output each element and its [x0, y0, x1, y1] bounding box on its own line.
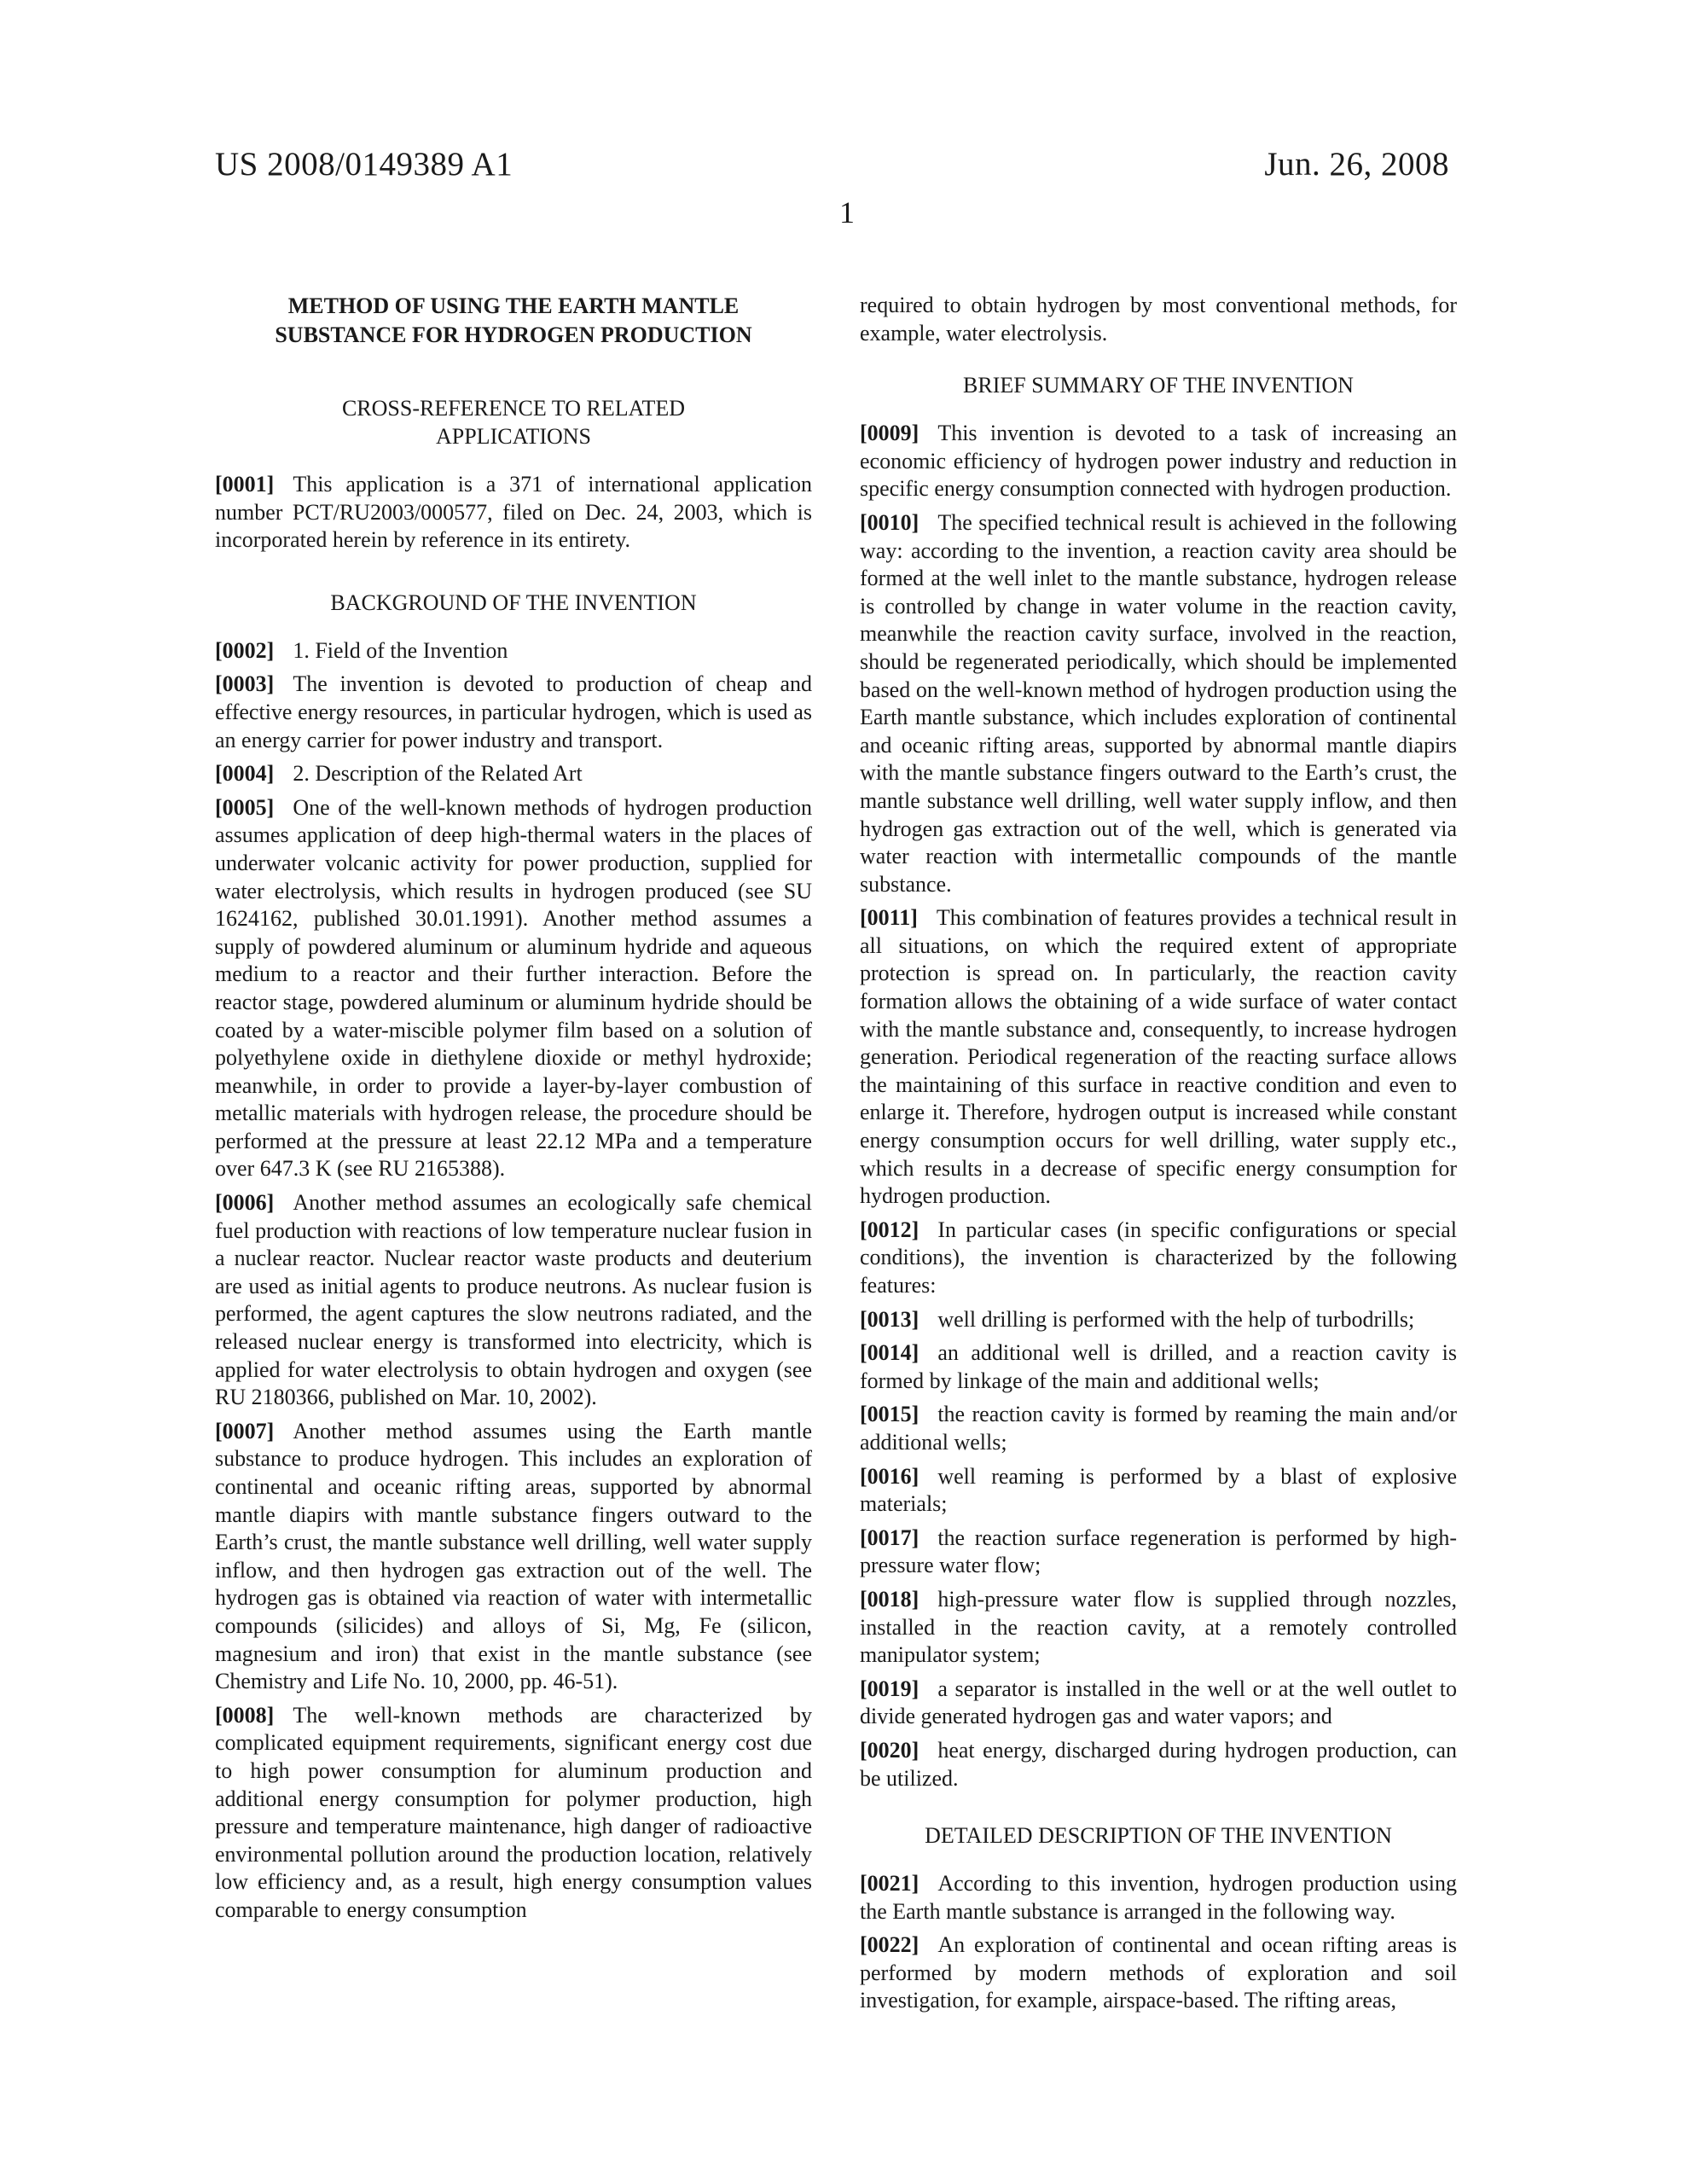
paragraph-text: heat energy, discharged during hydrogen production, can be utilized.	[860, 1737, 1457, 1791]
paragraph-0002	[215, 637, 812, 665]
right-column	[860, 292, 1457, 2021]
paragraph-text: This combination of features provides a technical result in all situations, on which the required extent of appropriate protection is spread on. In particularly, the reaction cavity formation allows the obtaining of a wide surface of water contact with the mantle substance and, consequently, to increase hydrogen generation. Periodical regeneration of the reacting surface allows the maintaining of this surface in reactive condition and even to enlarge it. Therefore, hydrogen output is increased while constant energy consumption occurs for well drilling, water supply etc., which results in a decrease of specific energy consumption for hydrogen production.	[860, 905, 1457, 1209]
paragraph-text: This invention is devoted to a task of increasing an economic efficiency of hydrogen power industry and reduction in specific energy consumption connected with hydrogen production.	[860, 421, 1457, 502]
page-number: 1	[839, 195, 855, 229]
paragraph-text: In particular cases (in specific configurations or special conditions), the invention is characterized by the following features:	[860, 1217, 1457, 1298]
section-heading-cross-reference: CROSS-REFERENCE TO RELATED APPLICATIONS	[341, 396, 686, 449]
paragraph-0009	[860, 420, 1457, 503]
paragraph-text: Another method assumes an ecologically safe chemical fuel production with reactions of low temperature nuclear fusion in a nuclear reactor. Nuclear reactor waste products and deuterium are used as initial agents to produce neutrons. As nuclear fusion is performed, the agent captures the slow neutrons radiated, and the released nuclear energy is transformed into electricity, which is applied for water electrolysis to obtain hydrogen and oxygen (see RU 2180366, published on Mar. 10, 2002).	[215, 1190, 812, 1410]
paragraph-number: [0002]	[215, 637, 275, 663]
paragraph-number: [0022]	[860, 1932, 920, 1958]
paragraph-text: the reaction surface regeneration is performed by high-pressure water flow;	[860, 1525, 1457, 1578]
paragraph-0012	[860, 1217, 1457, 1300]
section-heading-summary: BRIEF SUMMARY OF THE INVENTION	[963, 373, 1354, 398]
paragraph-number: [0015]	[860, 1402, 920, 1427]
paragraph-text: 1. Field of the Invention	[293, 637, 508, 663]
paragraph-0011	[860, 904, 1457, 1211]
paragraph-text: a separator is installed in the well or at the well outlet to divide generated hydrogen gas and water vapors; and	[860, 1676, 1457, 1729]
paragraph-number: [0003]	[215, 671, 275, 697]
paragraph-number: [0018]	[860, 1586, 920, 1612]
paragraph-text: According to this invention, hydrogen production using the Earth mantle substance is arranged in the following way.	[860, 1871, 1457, 1924]
paragraph-0022	[860, 1931, 1457, 2015]
paragraph-number: [0013]	[860, 1306, 920, 1332]
paragraph-0019	[860, 1676, 1457, 1731]
paragraph-0015	[860, 1401, 1457, 1456]
paragraph-number: [0008]	[215, 1702, 275, 1728]
paragraph-0013	[860, 1306, 1457, 1334]
paragraph-0016	[860, 1463, 1457, 1519]
paragraph-number: [0010]	[860, 509, 920, 535]
paragraph-number: [0019]	[860, 1676, 920, 1701]
paragraph-text: an additional well is drilled, and a reaction cavity is formed by linkage of the main and additional wells;	[860, 1340, 1457, 1393]
paragraph-text: The well-known methods are characterized by complicated equipment requirements, significant energy cost due to high power consumption for aluminum production and additional energy consumption for polymer production, high pressure and temperature maintenance, high danger of radioactive environmental pollution around the production location, relatively low efficiency and, as a result, high energy consumption values comparable to energy consumption	[215, 1702, 812, 1922]
paragraph-text: high-pressure water flow is supplied through nozzles, installed in the reaction cavity, at a remotely controlled manipulator system;	[860, 1586, 1457, 1668]
paragraph-text: the reaction cavity is formed by reaming the main and/or additional wells;	[860, 1402, 1457, 1455]
paragraph-number: [0020]	[860, 1737, 920, 1763]
paragraph-0008	[215, 1702, 812, 1925]
paragraph-text: An exploration of continental and ocean rifting areas is performed by modern methods of exploration and soil investigation, for example, airspace-based. The rifting areas,	[860, 1932, 1457, 2013]
paragraph-number: [0021]	[860, 1871, 920, 1896]
paragraph-text: One of the well-known methods of hydrogen production assumes application of deep high-thermal waters in the places of underwater volcanic activity for power production, supplied for water electrolysis, which results in hydrogen produced (see SU 1624162, published 30.01.1991). Another method assumes a supply of powdered aluminum or aluminum hydride and aqueous medium to a reactor and their further interaction. Before the reactor stage, powdered aluminum or aluminum hydride should be coated by a water-miscible polymer film based on a solution of polyethylene oxide in diethylene dioxide or methyl hydroxide; meanwhile, in order to provide a layer-by-layer combustion of metallic materials with hydrogen release, the procedure should be performed at the pressure at least 22.12 MPa and a temperature over 647.3 K (see RU 2165388).	[215, 794, 812, 1182]
paragraph-number: [0005]	[215, 794, 275, 820]
paragraph-number: [0006]	[215, 1190, 275, 1216]
paragraph-number: [0012]	[860, 1217, 920, 1242]
paragraph-text: This application is a 371 of international application number PCT/RU2003/000577, filed on Dec. 24, 2003, which is incorporated herein by reference in its entirety.	[215, 472, 812, 553]
paragraph-0001	[215, 471, 812, 555]
paragraph-number: [0001]	[215, 472, 275, 497]
paragraph-text: The invention is devoted to production of cheap and effective energy resources, in particular hydrogen, which is used as an energy carrier for power industry and transport.	[215, 671, 812, 752]
paragraph-0017	[860, 1525, 1457, 1580]
paragraph-text: 2. Description of the Related Art	[293, 761, 583, 787]
document-title: METHOD OF USING THE EARTH MANTLE SUBSTANCE FOR HYDROGEN PRODUCTION	[275, 293, 752, 347]
paragraph-text: well drilling is performed with the help of turbodrills;	[937, 1306, 1415, 1332]
paragraph-text: Another method assumes using the Earth mantle substance to produce hydrogen. This includes an exploration of continental and oceanic rifting areas, supported by abnormal mantle diapirs with mantle substance fingers outward to the Earth’s crust, the mantle substance well drilling, well water supply inflow, and then hydrogen gas extraction out of the well. The hydrogen gas is obtained via reaction of water with intermetallic compounds (silicides) and alloys of Si, Mg, Fe (silicon, magnesium and iron) that exist in the mantle substance (see Chemistry and Life No. 10, 2000, pp. 46-51).	[215, 1418, 812, 1694]
paragraph-0018	[860, 1586, 1457, 1670]
paragraph-number: [0009]	[860, 421, 920, 446]
paragraph-number: [0017]	[860, 1525, 920, 1550]
publication-number: US 2008/0149389 A1	[215, 146, 513, 183]
paragraph-0010	[860, 509, 1457, 898]
paragraph-0006	[215, 1189, 812, 1412]
paragraph-text: well reaming is performed by a blast of explosive materials;	[860, 1463, 1457, 1517]
continued-text: required to obtain hydrogen by most conventional methods, for example, water electrolysis.	[860, 293, 1457, 346]
paragraph-0014	[860, 1339, 1457, 1395]
paragraph-0005	[215, 794, 812, 1183]
section-heading-detailed-description: DETAILED DESCRIPTION OF THE INVENTION	[925, 1823, 1392, 1849]
paragraph-number: [0007]	[215, 1418, 275, 1443]
paragraph-0021	[860, 1870, 1457, 1926]
paragraph-0007	[215, 1418, 812, 1696]
publication-date: Jun. 26, 2008	[1264, 146, 1449, 183]
paragraph-text: The specified technical result is achieved in the following way: according to the invention, a reaction cavity area should be formed at the well inlet to the mantle substance, hydrogen release is controlled by change in water volume in the reaction cavity, meanwhile the reaction cavity surface, involved in the reaction, should be regenerated periodically, which should be implemented based on the well-known method of hydrogen production using the Earth mantle substance, which includes exploration of continental and oceanic rifting areas, supported by abnormal mantle diapirs with the mantle substance fingers outward to the Earth’s crust, the mantle substance well drilling, well water supply inflow, and then hydrogen gas extraction out of the well, which is generated via water reaction with intermetallic compounds of the mantle substance.	[860, 509, 1457, 897]
paragraph-number: [0014]	[860, 1340, 920, 1366]
paragraph-number: [0016]	[860, 1463, 920, 1489]
left-column	[215, 292, 812, 1931]
section-heading-background: BACKGROUND OF THE INVENTION	[330, 590, 697, 615]
paragraph-0004	[215, 760, 812, 788]
paragraph-0020	[860, 1737, 1457, 1792]
paragraph-number: [0004]	[215, 761, 275, 787]
paragraph-0003	[215, 671, 812, 754]
paragraph-number: [0011]	[860, 905, 918, 931]
